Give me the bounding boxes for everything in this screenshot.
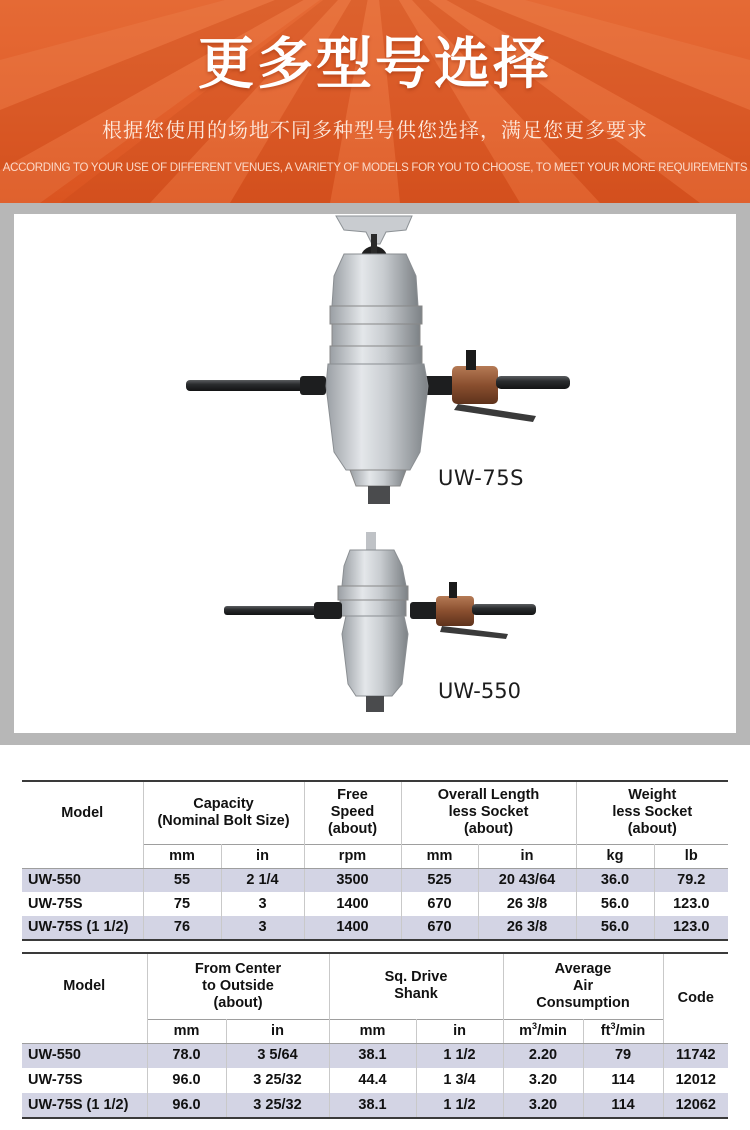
header-center-line2: to Outside [202,977,274,994]
spec-table-1 [22,780,728,941]
header-free-speed [304,781,401,844]
table-cell: 525 [401,868,478,892]
table-row [22,1093,728,1118]
table-cell: 1 1/2 [416,1093,503,1118]
table-row [22,1068,728,1093]
unit-cell: mm [329,1019,416,1043]
table-cell: 1400 [304,916,401,940]
cell-model: UW-75S [22,892,143,916]
product-illustrations [14,214,736,733]
cell-model: UW-75S [22,1068,147,1093]
table-cell: 26 3/8 [478,916,576,940]
table-cell: 96.0 [147,1068,226,1093]
product-photo-frame [0,203,750,745]
unit-cell-air-metric [503,1019,583,1043]
cell-model: UW-75S (1 1/2) [22,916,143,940]
table-cell: 78.0 [147,1043,226,1068]
unit-cell: kg [576,844,654,868]
table-cell: 38.1 [329,1093,416,1118]
table-cell: 12012 [675,1072,716,1088]
table-cell: 123.0 [673,895,710,912]
table-row [22,892,728,916]
unit-air2-tail: /min [615,1022,646,1039]
header-overall-length [401,781,576,844]
table-cell: 3 [221,916,304,940]
table-cell: 56.0 [576,892,654,916]
uw-550-label: UW-550 [438,679,521,703]
header-capacity [143,781,304,844]
header-speed-line1: Free [337,787,368,804]
header-weight-line3: (about) [627,821,677,838]
header-model: Model [22,781,143,844]
unit-air2-base: ft [600,1022,611,1039]
table-cell: 3.20 [503,1068,583,1093]
header-length-line1: Overall Length [437,787,540,804]
table-cell: 1 3/4 [416,1068,503,1093]
table-cell: 114 [583,1068,663,1093]
header-sq-drive [329,953,503,1019]
unit-air1-tail: /min [537,1022,567,1039]
header-air-consumption [503,953,663,1019]
header-length-line2: less Socket [448,804,529,821]
unit-cell: mm [147,1019,226,1043]
banner-title: 更多型号选择 [198,32,552,97]
table-row [22,868,728,892]
table-cell: 55 [143,868,221,892]
table-cell: 36.0 [576,868,654,892]
table-cell: 2 1/4 [221,868,304,892]
table-cell: 79 [583,1043,663,1068]
uw-75s-label: UW-75S [438,466,524,490]
unit-model-blank [22,1019,147,1043]
table-cell: 76 [143,916,221,940]
header-length-line3: (about) [463,821,514,838]
table-row [22,1043,728,1068]
header-capacity-line1: Capacity [193,795,254,812]
header-code: Code [663,953,728,1043]
table-cell: 44.4 [329,1068,416,1093]
unit-air1-base: m [519,1022,533,1039]
unit-air1-sup: 3 [532,1020,538,1031]
table-cell: 3 25/32 [226,1093,329,1118]
table-cell: 26 3/8 [478,892,576,916]
table-cell: 12062 [663,1093,728,1118]
table-cell: 38.1 [329,1043,416,1068]
table-cell: 3 5/64 [226,1043,329,1068]
unit-air2-sup: 3 [610,1020,616,1031]
table-cell: 20 43/64 [478,868,576,892]
unit-cell: in [478,844,576,868]
header-from-center [147,953,329,1019]
table-cell: 56.0 [576,916,654,940]
header-air-line3: Consumption [536,994,630,1011]
header-weight-line2: less Socket [612,804,693,821]
header-speed-line2: Speed [330,804,375,821]
product-photo-area [14,214,736,733]
unit-cell: mm [143,844,221,868]
table-cell: 96.0 [147,1093,226,1118]
table-cell: 3500 [304,868,401,892]
table-cell: 670 [401,892,478,916]
unit-cell: mm [401,844,478,868]
spec-table-2 [22,952,728,1119]
cell-model: UW-550 [22,868,143,892]
table-cell: 670 [401,916,478,940]
header-banner [0,0,750,203]
banner-subtitle: 根据您使用的场地不同多种型号供您选择，满足您更多要求 [102,118,648,142]
table-cell: 3.20 [503,1093,583,1118]
header-speed-line3: (about) [327,821,378,838]
unit-cell: in [221,844,304,868]
cell-model: UW-550 [22,1043,147,1068]
table-cell: 79.2 [654,868,728,892]
table-cell: 75 [143,892,221,916]
header-capacity-line2: (Nominal Bolt Size) [157,812,290,829]
unit-cell: in [416,1019,503,1043]
unit-cell: lb [654,844,728,868]
cell-model: UW-75S (1 1/2) [22,1093,147,1118]
header-model: Model [22,953,147,1019]
table-cell: 2.20 [503,1043,583,1068]
table-cell: 3 25/32 [226,1068,329,1093]
table-cell: 123.0 [654,916,728,940]
table-row [22,916,728,940]
unit-cell: in [226,1019,329,1043]
header-center-line1: From Center [194,960,282,977]
unit-cell-air-imperial [583,1019,663,1043]
header-drive-line1: Sq. Drive [384,969,448,986]
banner-english-subtitle: ACCORDING TO YOUR USE OF DIFFERENT VENUES, A VARIETY OF MODELS FOR YOU TO CHOOSE, TO MEET YOUR MORE REQUIREMENTS [2,162,748,174]
table-cell: 3 [221,892,304,916]
header-drive-line2: Shank [394,986,438,1003]
table-cell: 1400 [304,892,401,916]
header-weight-line1: Weight [628,787,677,804]
header-center-line3: (about) [213,994,263,1011]
header-weight [576,781,728,844]
uw-75s-wrench-image [186,216,570,504]
table-cell: 114 [583,1093,663,1118]
table-cell: 1 1/2 [416,1043,503,1068]
header-air-line2: Air [572,977,594,994]
unit-cell: rpm [304,844,401,868]
table-cell: 11742 [663,1043,728,1068]
header-air-line1: Average [554,960,612,977]
unit-model-blank [22,844,143,868]
